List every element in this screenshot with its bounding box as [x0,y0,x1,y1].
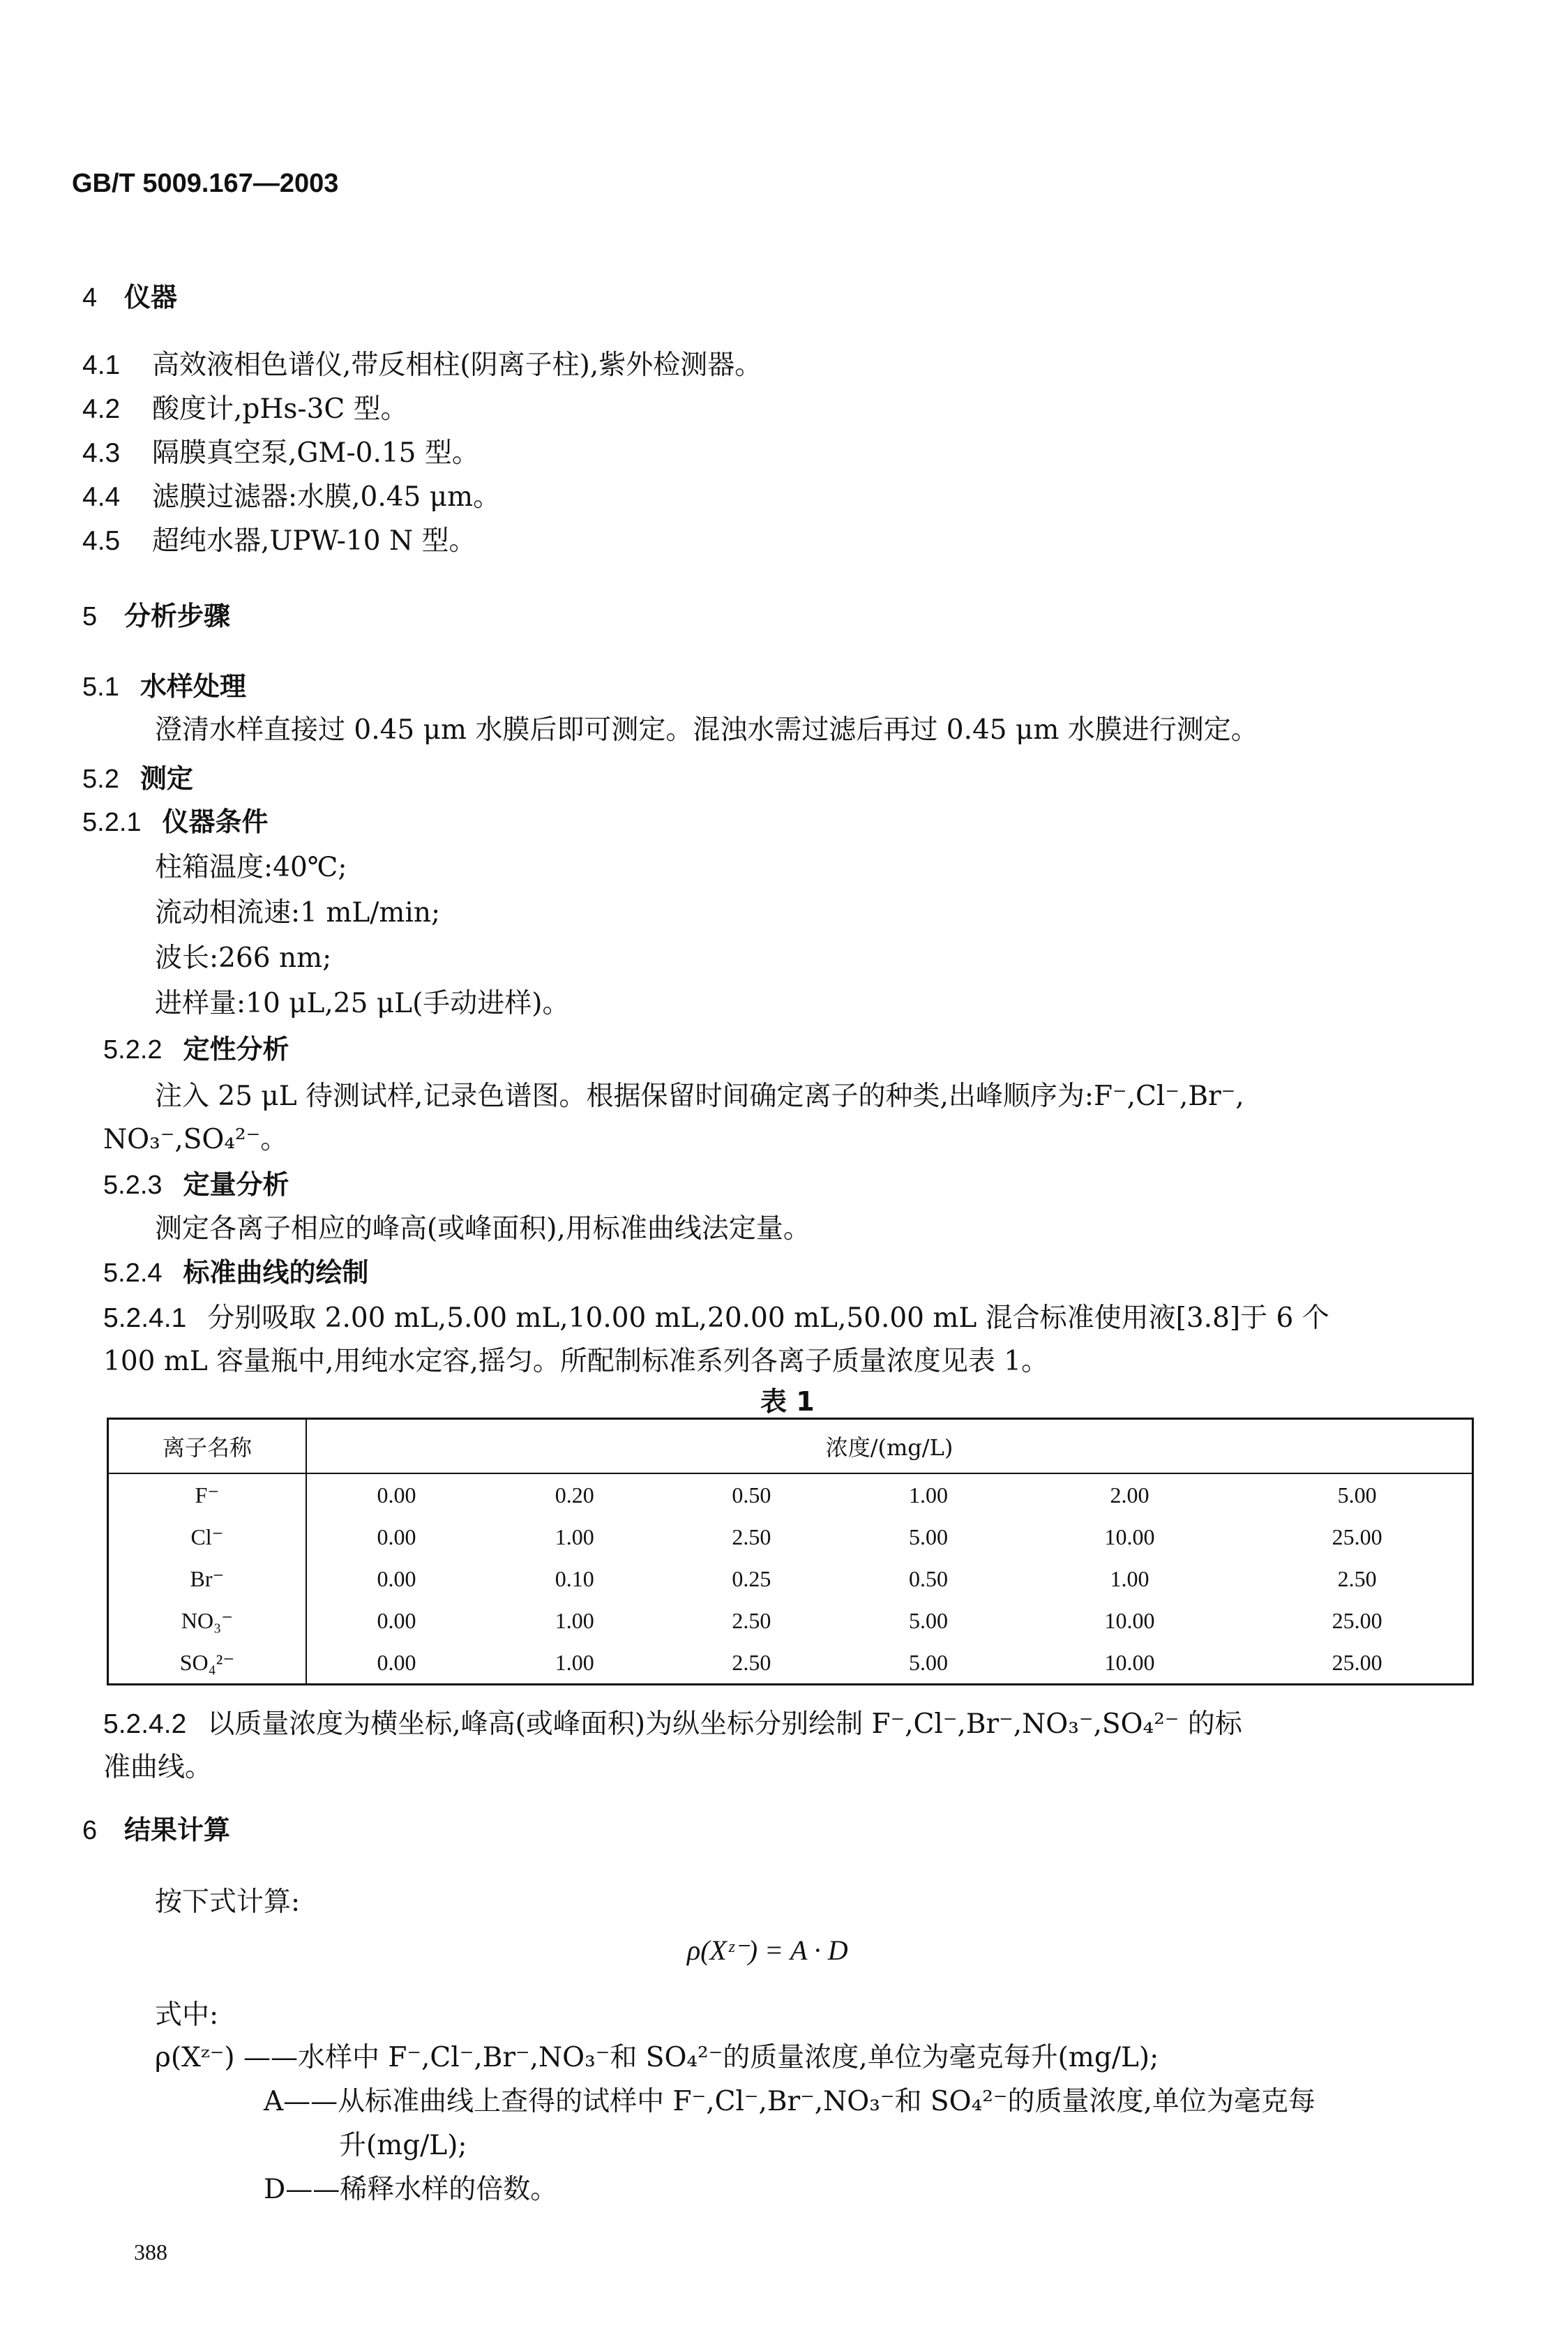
ion-name-cell: Cl⁻ [108,1516,307,1558]
list-item [82,343,762,382]
ion-name-cell: F⁻ [108,1473,307,1516]
concentration-cell: 0.50 [908,1565,948,1591]
concentration-header: 浓度/(mg/L) [306,1419,1473,1474]
concentration-cell: 1.00 [908,1482,948,1508]
item-number: 4.4 [82,482,121,512]
concentration-cell: 5.00 [1337,1482,1377,1508]
list-item [82,519,476,558]
concentration-cell: 0.00 [377,1607,416,1633]
condition-line: 流动相流速:1 mL/min; [155,897,441,929]
concentration-cell: 1.00 [555,1607,594,1633]
concentration-cell: 25.00 [1332,1524,1382,1549]
subsection-5-2-2-heading [103,1028,289,1066]
ion-name-cell: SO₄²⁻ [108,1641,307,1685]
paragraph: 注入 25 μL 待测试样,记录色谱图。根据保留时间确定离子的种类,出峰顺序为:F⁻,Cl⁻,Br⁻, [155,1081,1244,1112]
concentration-cell: 10.00 [1104,1524,1155,1549]
paragraph-continuation: 100 mL 容量瓶中,用纯水定容,摇匀。所配制标准系列各离子质量浓度见表 1。 [103,1346,1049,1377]
concentration-cell: 0.00 [377,1482,416,1508]
paragraph-5-2-4-1 [103,1296,1329,1335]
subsection-5-2-1-heading [82,800,269,839]
table-caption: 表 1 [760,1386,815,1417]
subsection-number: 5.1 [82,673,119,702]
section-4-heading [82,276,177,314]
condition-line: 进样量:10 μL,25 μL(手动进样)。 [155,988,570,1019]
concentration-cell: 0.00 [377,1649,416,1675]
concentration-cell: 25.00 [1332,1607,1382,1633]
concentration-cell: 0.00 [377,1524,416,1549]
concentration-cell: 2.00 [1110,1482,1149,1508]
list-item [82,387,408,426]
section-title: 仪器 [124,282,178,313]
list-item [82,431,479,470]
concentration-cell: 25.00 [1332,1649,1382,1675]
item-number: 4.1 [82,350,121,380]
paragraph: 澄清水样直接过 0.45 μm 水膜后即可测定。混浊水需过滤后再过 0.45 μm 水膜进行测定。 [155,714,1258,746]
clause-text: 以质量浓度为横坐标,峰高(或峰面积)为纵坐标分别绘制 F⁻,Cl⁻,Br⁻,NO₃⁻,SO₄²⁻ 的标 [207,1708,1242,1740]
subsection-5-2-3-heading [103,1163,289,1201]
section-number: 4 [82,283,98,313]
paragraph: 测定各离子相应的峰高(或峰面积),用标准曲线法定量。 [155,1213,811,1245]
concentration-cell: 5.00 [908,1607,948,1633]
list-item [82,475,500,514]
concentration-cell: 10.00 [1104,1649,1155,1675]
subsection-title: 水样处理 [140,671,246,702]
subsection-title: 标准曲线的绘制 [183,1257,369,1288]
concentration-cell: 0.10 [555,1565,594,1591]
concentration-cell: 1.00 [555,1524,594,1549]
section-number: 5 [82,602,98,631]
subsection-number: 5.2.3 [103,1171,163,1200]
section-6-heading [82,1808,230,1847]
subsection-number: 5.2.1 [82,808,142,837]
subsection-number: 5.2 [82,765,119,794]
subsection-title: 定量分析 [183,1169,289,1200]
item-text: 隔膜真空泵,GM-0.15 型。 [152,437,479,469]
item-number: 4.5 [82,526,121,556]
concentration-cell: 0.20 [555,1482,594,1508]
concentration-cell: 2.50 [732,1607,771,1633]
paragraph-continuation: NO₃⁻,SO₄²⁻。 [103,1124,288,1155]
subsection-title: 定性分析 [183,1034,289,1065]
clause-text: 分别吸取 2.00 mL,5.00 mL,10.00 mL,20.00 mL,50.00 mL 混合标准使用液[3.8]于 6 个 [207,1302,1329,1334]
definition-rho: ρ(Xᶻ⁻) ——水样中 F⁻,Cl⁻,Br⁻,NO₃⁻和 SO₄²⁻的质量浓度,单位为毫克每升(mg/L); [155,2042,1159,2073]
section-title: 结果计算 [124,1815,231,1845]
paragraph: 按下式计算: [155,1886,301,1918]
subsection-5-2-4-heading [103,1251,369,1289]
ion-name-header: 离子名称 [108,1419,307,1474]
section-5-heading [82,594,230,633]
concentration-cell: 5.00 [908,1524,948,1549]
clause-number: 5.2.4.2 [103,1709,187,1739]
table-row [108,1641,1473,1685]
formula: ρ(Xᶻ⁻) = A · D [687,1934,848,1966]
condition-line: 柱箱温度:40℃; [155,852,347,883]
concentration-cell: 2.50 [732,1649,771,1675]
subsection-number: 5.2.2 [103,1035,163,1065]
table-row [108,1473,1473,1516]
concentration-cell: 10.00 [1104,1607,1155,1633]
item-text: 酸度计,pHs-3C 型。 [152,393,408,425]
definition-a-continuation: 升(mg/L); [339,2130,467,2161]
subsection-5-2-heading [82,757,193,795]
subsection-5-1-heading [82,665,246,703]
subsection-number: 5.2.4 [103,1259,163,1288]
concentration-cell: 1.00 [1110,1565,1149,1591]
item-number: 4.2 [82,394,121,424]
concentration-cell: 0.50 [732,1482,771,1508]
concentration-table [107,1418,1474,1685]
concentration-cell: 0.25 [732,1565,771,1591]
condition-line: 波长:266 nm; [155,942,332,974]
item-text: 超纯水器,UPW-10 N 型。 [152,525,476,557]
definition-a: A——从标准曲线上查得的试样中 F⁻,Cl⁻,Br⁻,NO₃⁻和 SO₄²⁻的质量浓度,单位为毫克每 [264,2086,1316,2117]
standard-id: GB/T 5009.167—2003 [72,169,339,198]
section-title: 分析步骤 [124,601,231,631]
item-number: 4.3 [82,438,121,468]
definition-d: D——稀释水样的倍数。 [264,2174,558,2205]
concentration-cell: 1.00 [555,1649,594,1675]
table-row [108,1600,1473,1641]
subsection-title: 仪器条件 [162,806,269,837]
ion-name-cell: NO₃⁻ [108,1600,307,1641]
page-number: 388 [134,2239,167,2264]
concentration-cell: 5.00 [908,1649,948,1675]
where-label: 式中: [155,1999,219,2031]
table-row [108,1558,1473,1600]
item-text: 滤膜过滤器:水膜,0.45 μm。 [152,481,501,513]
clause-number: 5.2.4.1 [103,1303,187,1333]
concentration-cell: 2.50 [1337,1565,1377,1591]
concentration-cell: 2.50 [732,1524,771,1549]
item-text: 高效液相色谱仪,带反相柱(阴离子柱),紫外检测器。 [152,350,762,381]
section-number: 6 [82,1816,98,1845]
paragraph-continuation: 准曲线。 [103,1752,213,1783]
subsection-title: 测定 [140,763,193,794]
concentration-cell: 0.00 [377,1565,416,1591]
table-row [108,1516,1473,1558]
ion-name-cell: Br⁻ [108,1558,307,1600]
paragraph-5-2-4-2 [103,1702,1242,1741]
table-header-row [108,1419,1473,1474]
